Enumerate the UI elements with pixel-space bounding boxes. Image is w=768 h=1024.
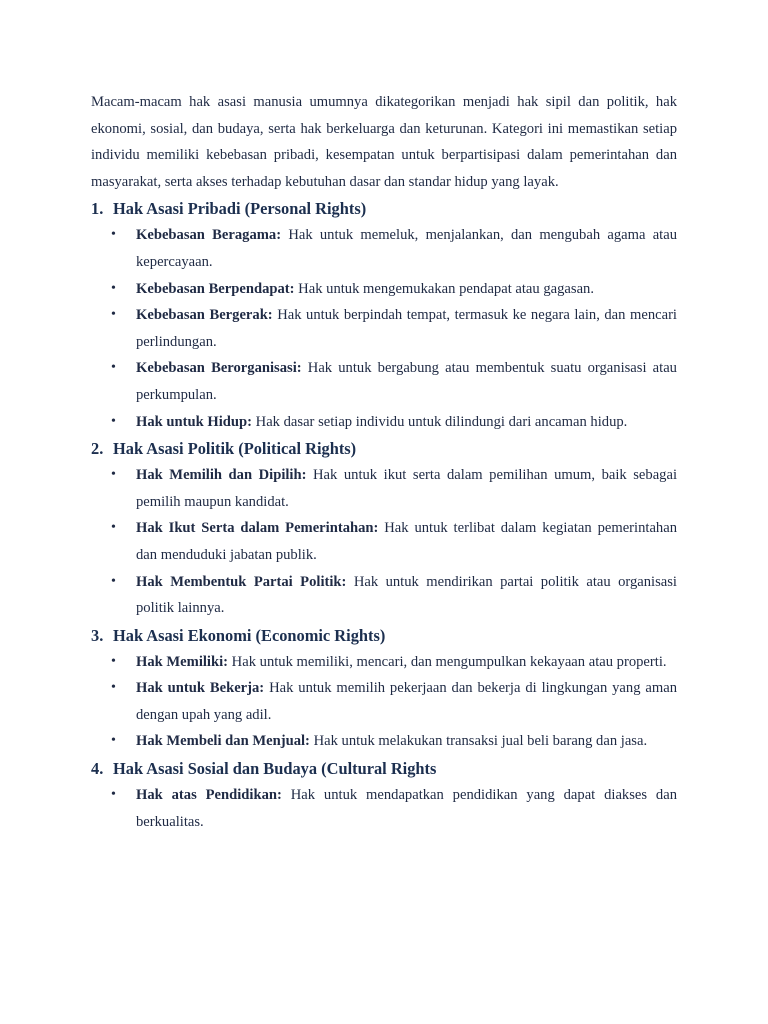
section-title: Hak Asasi Sosial dan Budaya (Cultural Rights — [113, 759, 437, 779]
bullet-list — [91, 649, 677, 755]
bullet-icon: • — [111, 360, 116, 376]
section-number: 2. — [91, 439, 104, 459]
list-item — [91, 276, 677, 303]
list-item — [91, 728, 677, 755]
section-economic-rights — [91, 622, 677, 755]
item-text: Hak untuk berpindah tempat, termasuk ke negara lain, dan mencari perlindungan. — [136, 307, 677, 350]
bullet-icon: • — [111, 307, 116, 323]
item-text: Hak untuk mendapatkan pendidikan yang dapat diakses dan berkualitas. — [136, 787, 677, 830]
section-personal-rights — [91, 195, 677, 435]
item-text: Hak untuk memilih pekerjaan dan bekerja di lingkungan yang aman dengan upah yang adil. — [136, 680, 677, 723]
bullet-icon: • — [111, 680, 116, 696]
section-heading — [91, 435, 677, 462]
bullet-icon: • — [111, 787, 116, 803]
item-term: Hak untuk Bekerja: — [136, 680, 265, 697]
item-term: Kebebasan Berpendapat: — [136, 280, 295, 297]
item-term: Hak Ikut Serta dalam Pemerintahan: — [136, 520, 379, 537]
bullet-icon: • — [111, 413, 116, 429]
item-text: Hak untuk terlibat dalam kegiatan pemerintahan dan menduduki jabatan publik. — [136, 520, 677, 563]
section-heading — [91, 755, 677, 782]
bullet-icon: • — [111, 280, 116, 296]
item-term: Hak Membeli dan Menjual: — [136, 733, 310, 750]
bullet-list — [91, 222, 677, 435]
section-political-rights — [91, 435, 677, 622]
section-number: 4. — [91, 759, 104, 779]
item-text: Hak dasar setiap individu untuk dilindungi dari ancaman hidup. — [252, 413, 628, 430]
section-title: Hak Asasi Ekonomi (Economic Rights) — [113, 625, 386, 645]
bullet-icon: • — [111, 467, 116, 483]
intro-paragraph: Macam-macam hak asasi manusia umumnya dikategorikan menjadi hak sipil dan politik, hak ekonomi, sosial, dan budaya, serta hak berkeluarga dan keturunan. Kategori ini memastikan setiap individu memiliki kebebasan pribadi, kesempatan untuk berpartisipasi dalam pemerintahan dan masyarakat, serta akses terhadap kebutuhan dasar dan standar hidup yang layak. — [91, 94, 677, 190]
bullet-list — [91, 462, 677, 622]
section-cultural-rights — [91, 755, 677, 835]
item-term: Kebebasan Beragama: — [136, 227, 282, 244]
item-term: Hak Membentuk Partai Politik: — [136, 573, 347, 590]
list-item — [91, 675, 677, 728]
item-text: Hak untuk bergabung atau membentuk suatu organisasi atau perkumpulan. — [136, 360, 677, 403]
section-heading — [91, 195, 677, 222]
bullet-list — [91, 782, 677, 835]
bullet-icon: • — [111, 573, 116, 589]
list-item — [91, 649, 677, 676]
document-page — [91, 89, 677, 835]
item-term: Hak untuk Hidup: — [136, 413, 253, 430]
section-number: 3. — [91, 625, 104, 645]
list-item — [91, 462, 677, 515]
list-item — [91, 302, 677, 355]
item-term: Hak Memilih dan Dipilih: — [136, 467, 307, 484]
item-term: Hak Memiliki: — [136, 653, 229, 670]
item-term: Hak atas Pendidikan: — [136, 787, 282, 804]
item-text: Hak untuk ikut serta dalam pemilihan umum, baik sebagai pemilih maupun kandidat. — [136, 467, 678, 510]
item-text: Hak untuk mendirikan partai politik atau organisasi politik lainnya. — [136, 573, 677, 617]
item-term: Kebebasan Bergerak: — [136, 307, 273, 324]
section-title: Hak Asasi Pribadi (Personal Rights) — [113, 199, 367, 219]
bullet-icon: • — [111, 733, 116, 749]
bullet-icon: • — [111, 227, 116, 243]
bullet-icon: • — [111, 653, 116, 669]
item-text: Hak untuk melakukan transaksi jual beli barang dan jasa. — [309, 733, 648, 750]
item-text: Hak untuk memiliki, mencari, dan mengumpulkan kekayaan atau properti. — [228, 653, 667, 670]
section-number: 1. — [91, 199, 104, 219]
list-item — [91, 515, 677, 568]
list-item — [91, 782, 677, 835]
item-text: Hak untuk memeluk, menjalankan, dan mengubah agama atau kepercayaan. — [136, 227, 677, 270]
section-title: Hak Asasi Politik (Political Rights) — [113, 439, 357, 459]
item-text: Hak untuk mengemukakan pendapat atau gagasan. — [294, 280, 595, 297]
list-item — [91, 409, 677, 436]
list-item — [91, 222, 677, 275]
bullet-icon: • — [111, 520, 116, 536]
section-heading — [91, 622, 677, 649]
list-item — [91, 355, 677, 408]
item-term: Kebebasan Berorganisasi: — [136, 360, 302, 377]
list-item — [91, 569, 677, 622]
